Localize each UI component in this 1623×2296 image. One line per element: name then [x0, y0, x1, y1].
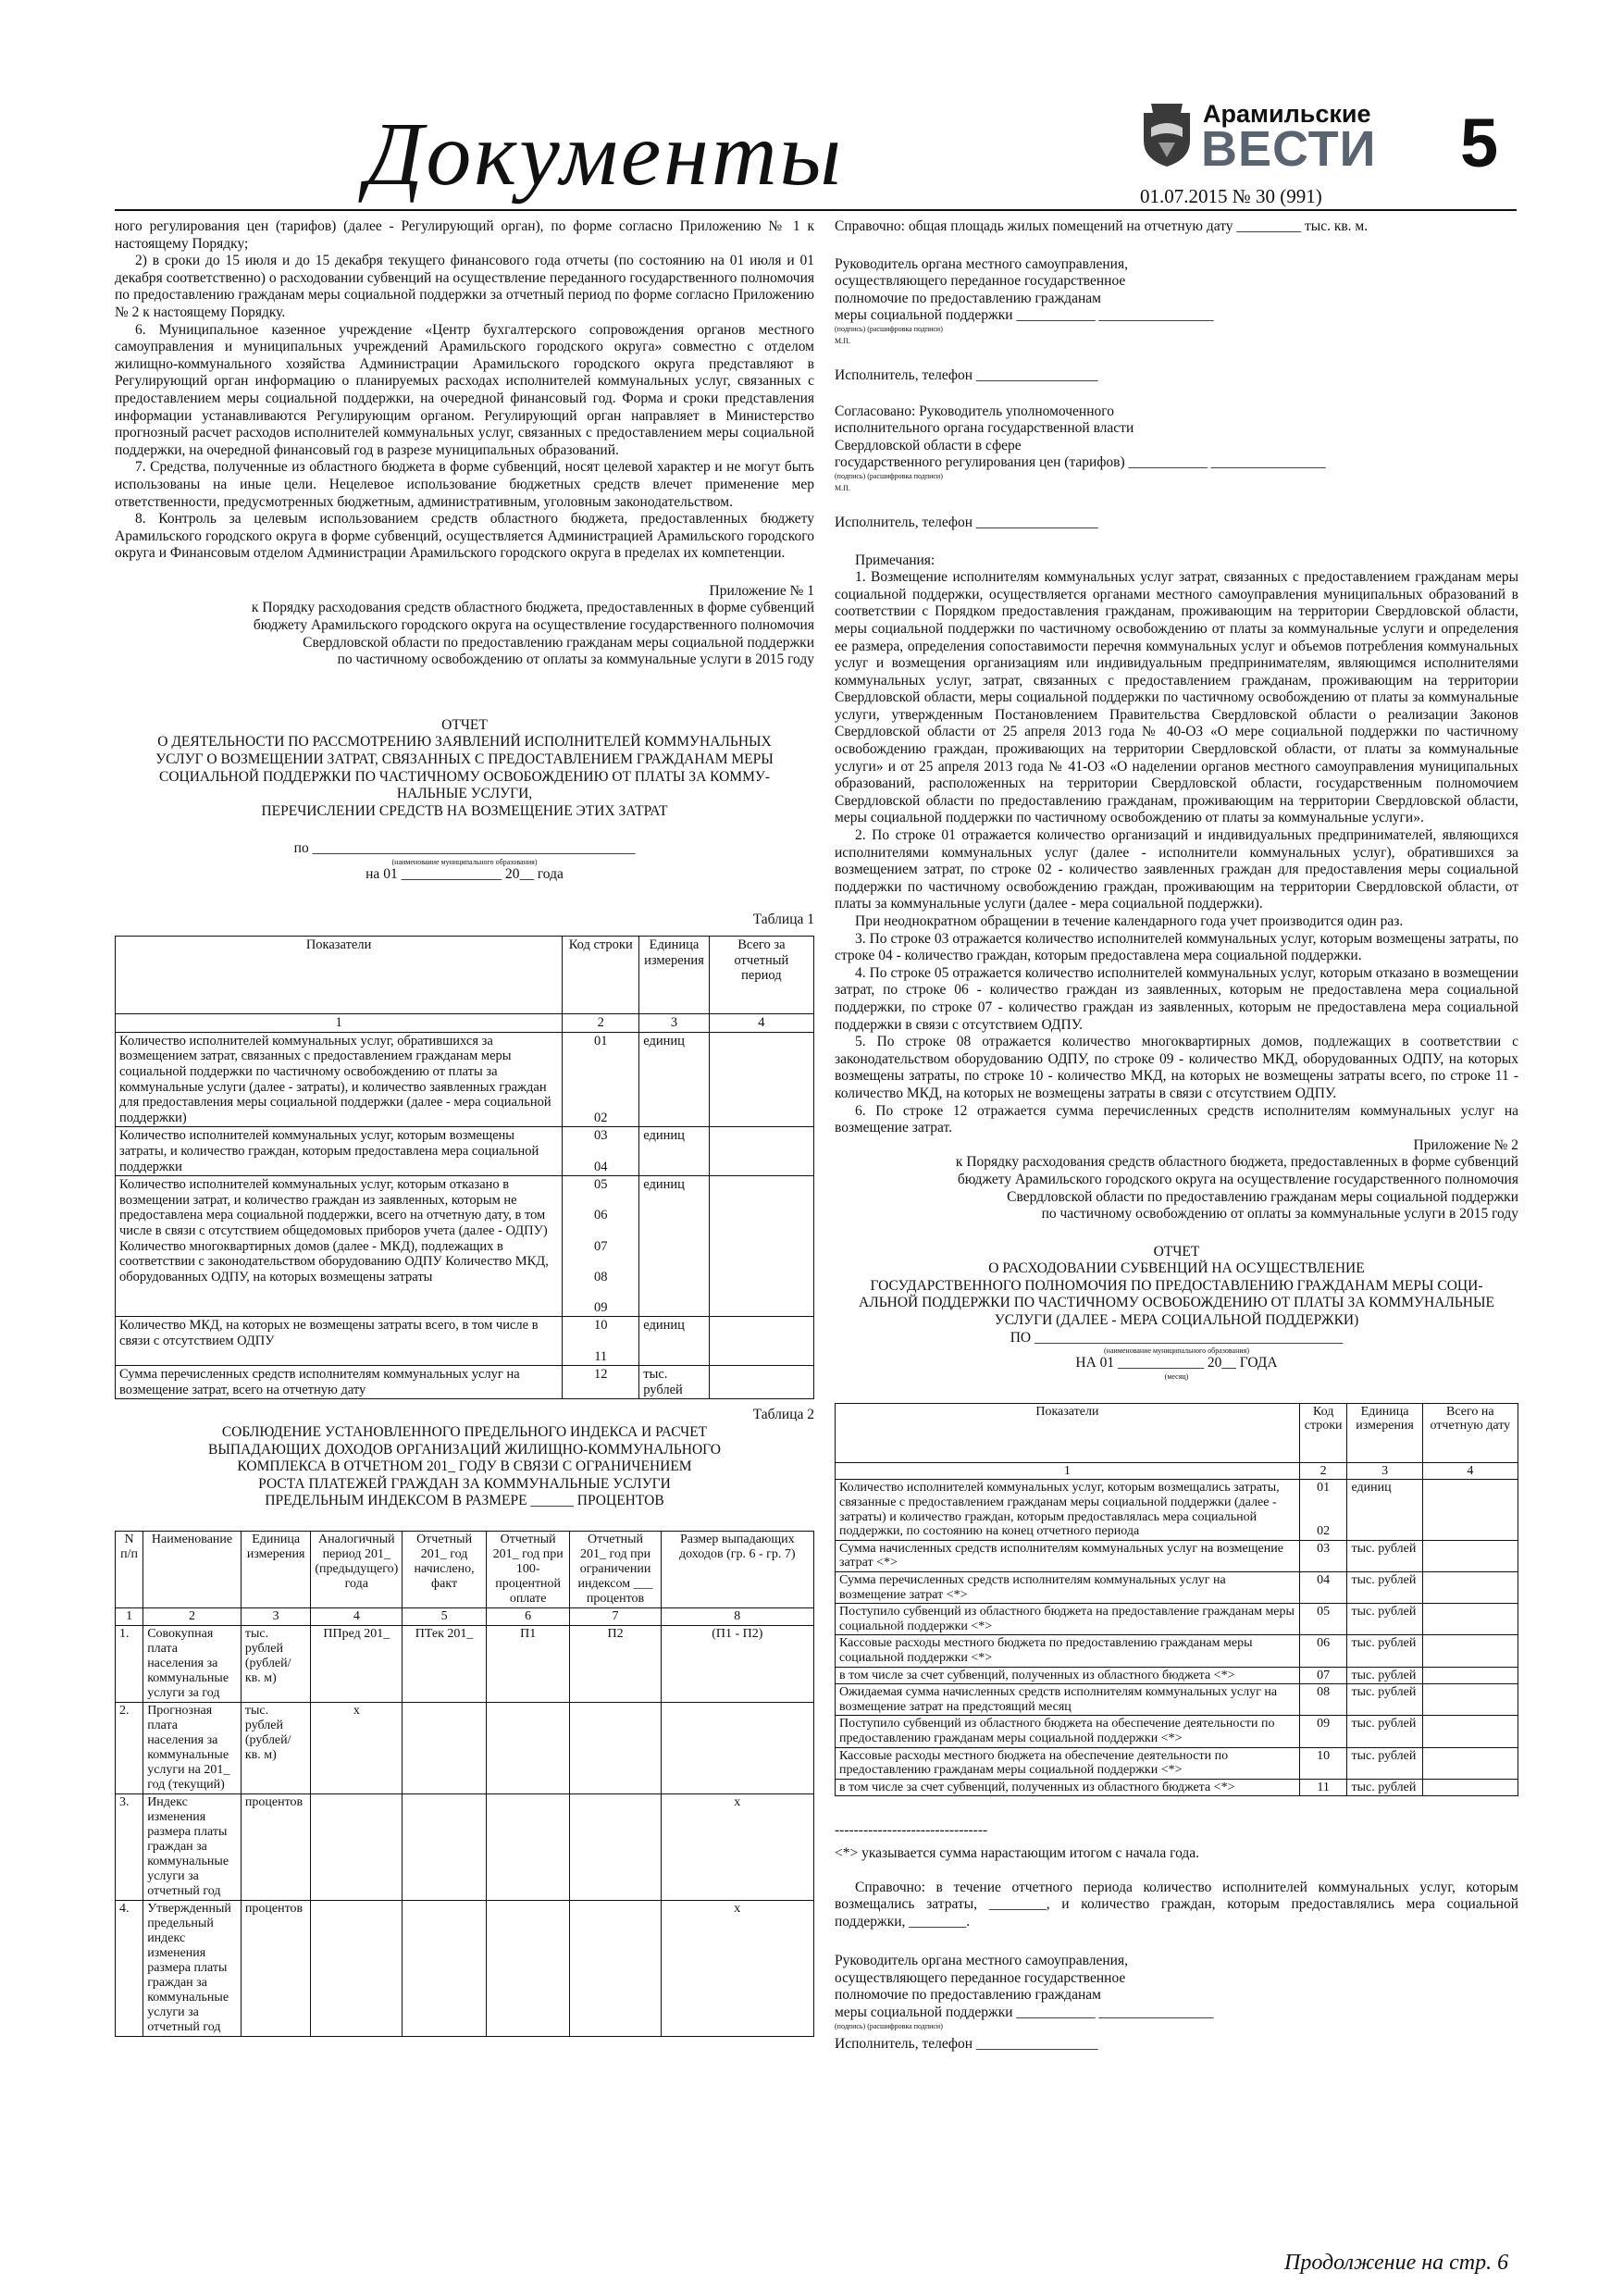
row-text: Количество исполнителей коммунальных услуг, обратившихся за возмещением затрат, связанных с предоставлением гражданам меры социальной поддержки по частичному освобождению от платы за коммунальные услуги (далее - затраты), и количество заявленных граждан для предоставления меры социальной поддержки (далее - мера социальной поддержки) — [116, 1032, 563, 1127]
report-line: АЛЬНОЙ ПОДДЕРЖКИ ПО ЧАСТИЧНОМУ ОСВОБОЖДЕНИЮ ОТ ПЛАТЫ ЗА КОММУНАЛЬНЫЕ — [859, 1295, 1494, 1311]
row-value[interactable] — [1422, 1779, 1518, 1796]
row-cell — [311, 1901, 403, 2037]
row-text: Сумма начисленных средств исполнителям коммунальных услуг на возмещение затрат <*> — [836, 1540, 1300, 1571]
reference-note: Справочно: в течение отчетного периода количество исполнителей коммунальных услуг, которым возмещались затраты, ________, и количество граждан, которым предоставлялись мера социальной поддержки, ________. — [835, 1879, 1518, 1930]
report-title: ОТЧЕТ — [1153, 1243, 1200, 1260]
table-header: Показатели — [116, 937, 563, 1014]
table-row — [116, 1626, 814, 1703]
row-code: 05 06 07 08 09 — [563, 1176, 639, 1317]
header-rule — [115, 209, 1517, 211]
row-value[interactable] — [709, 1366, 813, 1399]
row-code: 10 — [1299, 1747, 1347, 1779]
row-value[interactable] — [1422, 1747, 1518, 1779]
table-col-num: 5 — [403, 1608, 487, 1626]
table-2-title-line: СОБЛЮДЕНИЕ УСТАНОВЛЕННОГО ПРЕДЕЛЬНОГО ИНДЕКСА И РАСЧЕТ — [221, 1424, 708, 1441]
row-value[interactable] — [1422, 1540, 1518, 1571]
row-unit: тыс. рублей — [1347, 1572, 1422, 1604]
row-unit: тыс. рублей — [1347, 1635, 1422, 1667]
row-cell: П2 — [570, 1626, 661, 1703]
table-header: Показатели — [836, 1403, 1300, 1462]
row-text: Поступило субвенций из областного бюджета на предоставление гражданам меры социальной поддержки <*> — [836, 1604, 1300, 1635]
table-label: Таблица 1 — [752, 911, 814, 927]
row-text: Количество исполнителей коммунальных услуг, которым возмещены затраты, и количество граждан, которым предоставлена мера социальной поддержки — [116, 1127, 563, 1176]
note: При неоднократном обращении в течение календарного года учет производится один раз. — [855, 913, 1404, 929]
row-unit: тыс. рублей — [639, 1366, 710, 1399]
table-header: Отчетный 201_ год начислено, факт — [403, 1532, 487, 1608]
row-code: 12 — [563, 1366, 639, 1399]
executor-line: Исполнитель, телефон _________________ — [835, 2035, 1098, 2052]
table-2-title-line: ВЫПАДАЮЩИХ ДОХОДОВ ОРГАНИЗАЦИЙ ЖИЛИЩНО-КОММУНАЛЬНОГО — [208, 1441, 721, 1458]
row-unit: процентов — [241, 1901, 311, 2037]
table-col-num: 6 — [486, 1608, 570, 1626]
row-text: Количество исполнителей коммунальных услуг, которым отказано в возмещении затрат, и количество граждан из заявленных, которым не предоставлена мера социальной поддержки, всего на отчетную дату, в том числе в связи с отсутствием общедомовых приборов учета (далее - ОДПУ) Количество многоквартирных домов (далее - МКД), подлежащих в соответствии с законодательством оборудованию ОДПУ Количество МКД, оборудованных ОДПУ, на которых возмещены затраты — [116, 1176, 563, 1317]
row-cell: (П1 - П2) — [661, 1626, 813, 1703]
signature-caption: (подпись) (расшифровка подписи) — [835, 324, 943, 333]
row-text: Кассовые расходы местного бюджета на обеспечение деятельности по предоставлению гражданам меры социальной поддержки <*> — [836, 1747, 1300, 1779]
row-cell — [311, 1794, 403, 1901]
row-unit: тыс. рублей — [1347, 1604, 1422, 1635]
table-col-num: 1 — [116, 1014, 563, 1033]
row-unit: тыс. рублей — [1347, 1667, 1422, 1684]
table-label: Таблица 2 — [752, 1407, 814, 1423]
row-value[interactable] — [1422, 1604, 1518, 1635]
row-cell — [403, 1794, 487, 1901]
appendix-line: Свердловской области по предоставлению гражданам меры социальной поддержки — [1007, 1188, 1518, 1205]
note: 5. По строке 08 отражается количество многоквартирных домов, подлежащих в соответствии с законодательством оборудованию ОДПУ, по строке 09 - количество МКД, оборудованных ОДПУ, на которых возмещены затраты, по строке 10 - количество МКД, на которых не возмещены затраты всего, по строке 11 - количество МКД, на которых не возмещены затраты в связи с отсутствием ОДПУ. — [835, 1034, 1518, 1101]
row-name: Прогнозная плата населения за коммунальные услуги на 201_ год (текущий) — [143, 1703, 242, 1794]
table-row — [116, 1901, 814, 2037]
row-unit: тыс. рублей — [1347, 1716, 1422, 1747]
note: 2. По строке 01 отражается количество организаций и индивидуальных предпринимателей, являющихся исполнителями коммунальных услуг (далее - исполнители коммунальных услуг), обратившихся за возмещением затрат, по строке 02 - количество заявленных граждан для предоставления меры социальной поддержки по частичному освобождению граждан, проживающим на территории Свердловской области, от платы за коммунальные услуги (далее - мера социальной поддержки). — [835, 827, 1518, 912]
signature-line: осуществляющего переданное государственное — [835, 1969, 1126, 1986]
row-text: Количество исполнителей коммунальных услуг, которым возмещались затраты, связанные с предоставлением гражданам меры социальной поддержки (далее - затраты) и количество граждан, которым предоставлялась мера социальной поддержки, по состоянию на конец отчетного периода — [836, 1480, 1300, 1540]
row-code: 06 — [1299, 1635, 1347, 1667]
row-code: 09 — [1299, 1716, 1347, 1747]
row-cell: x — [661, 1794, 813, 1901]
row-cell — [570, 1794, 661, 1901]
row-value[interactable] — [1422, 1684, 1518, 1716]
municipality-caption: (наименование муниципального образования) — [391, 858, 538, 866]
table-row — [836, 1480, 1518, 1540]
row-value[interactable] — [1422, 1667, 1518, 1684]
row-value[interactable] — [1422, 1480, 1518, 1540]
table-row — [836, 1635, 1518, 1667]
row-name: Утвержденный предельный индекс изменения размера платы граждан за коммунальные услуги за отчетный год — [143, 1901, 242, 2037]
notes-title: Примечания: — [855, 552, 935, 568]
table-row — [116, 1317, 814, 1366]
row-cell — [486, 1703, 570, 1794]
date-caption: (месяц) — [1164, 1371, 1189, 1381]
row-value[interactable] — [709, 1127, 813, 1176]
row-cell: ППред 201_ — [311, 1626, 403, 1703]
row-unit: единиц — [639, 1317, 710, 1366]
report-title: ОТЧЕТ — [441, 716, 488, 733]
note: 6. По строке 12 отражается сумма перечисленных средств исполнителям коммунальных услуг на возмещение затрат. — [835, 1102, 1518, 1136]
table-col-num: 2 — [1299, 1462, 1347, 1480]
logo-line-1: Арамильские — [1203, 100, 1371, 128]
row-code: 03 04 — [563, 1127, 639, 1176]
report-line: О ДЕЯТЕЛЬНОСТИ ПО РАССМОТРЕНИЮ ЗАЯВЛЕНИЙ ИСПОЛНИТЕЛЕЙ КОММУНАЛЬНЫХ — [157, 734, 772, 751]
row-cell: x — [661, 1901, 813, 2037]
table-col-num: 4 — [311, 1608, 403, 1626]
row-cell: П1 — [486, 1626, 570, 1703]
row-unit: единиц — [639, 1127, 710, 1176]
row-value[interactable] — [1422, 1716, 1518, 1747]
signature-caption: (подпись) (расшифровка подписи) — [835, 2021, 943, 2030]
stamp-mark: М.П. — [835, 483, 850, 492]
row-text: Ожидаемая сумма начисленных средств исполнителям коммунальных услуг на возмещение затрат на предстоящий месяц — [836, 1684, 1300, 1716]
appendix-line: бюджету Арамильского городского округа на осуществление государственного полномочия — [253, 617, 814, 634]
row-value[interactable] — [709, 1176, 813, 1317]
row-number: 4. — [116, 1901, 143, 2037]
paragraph: ного регулирования цен (тарифов) (далее - Регулирующий орган), по форме согласно Приложению № 1 к настоящему Порядку; — [115, 218, 814, 252]
right-column — [835, 218, 1518, 2053]
row-unit: тыс. рублей — [1347, 1540, 1422, 1571]
row-cell — [403, 1703, 487, 1794]
signature-line: полномочие по предоставлению гражданам — [835, 1987, 1101, 2004]
section-title: Документы — [365, 105, 845, 205]
table-col-num: 3 — [1347, 1462, 1422, 1480]
row-text: Поступило субвенций из областного бюджета на обеспечение деятельности по предоставлению гражданам меры социальной поддержки <*> — [836, 1716, 1300, 1747]
reference-note: Справочно: общая площадь жилых помещений на отчетную дату _________ тыс. кв. м. — [835, 218, 1369, 234]
row-unit: единиц — [639, 1032, 710, 1127]
table-header: Наименование — [143, 1532, 242, 1608]
table-3 — [835, 1403, 1518, 1796]
paragraph: 2) в сроки до 15 июля и до 15 декабря текущего финансового года отчеты (по состоянию на 01 июля и 01 декабря соответственно) о расходовании субвенций на осуществление переданного государственного полномочия по предоставлению гражданам меры социальной поддержки за отчетный период по форме согласно Приложению № 2 к настоящему Порядку. — [115, 253, 814, 320]
signature-line: меры социальной поддержки ___________ ________________ — [835, 307, 1214, 324]
row-cell — [570, 1703, 661, 1794]
table-2-title-line: КОМПЛЕКСА В ОТЧЕТНОМ 201_ ГОДУ В СВЯЗИ С ОГРАНИЧЕНИЕМ — [237, 1458, 692, 1475]
report-line: СОЦИАЛЬНОЙ ПОДДЕРЖКИ ПО ЧАСТИЧНОМУ ОСВОБОЖДЕНИЮ ОТ ПЛАТЫ ЗА КОММУ- — [158, 768, 771, 785]
row-value[interactable] — [1422, 1572, 1518, 1604]
signature-line: меры социальной поддержки ___________ ________________ — [835, 2004, 1214, 2021]
table-row — [836, 1747, 1518, 1779]
row-value[interactable] — [709, 1032, 813, 1127]
appendix-line: по частичному освобождению от оплаты за коммунальные услуги в 2015 году — [1041, 1206, 1518, 1222]
continued-note: Продолжение на стр. 6 — [1284, 2251, 1509, 2275]
row-unit: единиц — [639, 1176, 710, 1317]
appendix-title: Приложение № 2 — [1413, 1136, 1518, 1153]
report-line: НАЛЬНЫЕ УСЛУГИ, — [396, 786, 533, 802]
signature-line: осуществляющего переданное государственное — [835, 273, 1126, 290]
row-value[interactable] — [709, 1317, 813, 1366]
agreed-line: Согласовано: Руководитель уполномоченного — [835, 403, 1114, 419]
table-row — [836, 1540, 1518, 1571]
table-header: Код строки — [1299, 1403, 1347, 1462]
footnote: <*> указывается сумма нарастающим итогом с начала года. — [835, 1844, 1200, 1861]
row-cell — [570, 1901, 661, 2037]
appendix-line: к Порядку расходования средств областного бюджета, предоставленных в форме субвенций — [955, 1154, 1518, 1171]
row-text: Сумма перечисленных средств исполнителям коммунальных услуг на возмещение затрат <*> — [836, 1572, 1300, 1604]
agreed-line: Свердловской области в сфере — [835, 437, 1022, 453]
report-line: УСЛУГ О ВОЗМЕЩЕНИИ ЗАТРАТ, СВЯЗАННЫХ С ПРЕДОСТАВЛЕНИЕМ ГРАЖДАНАМ МЕРЫ — [155, 751, 774, 768]
table-col-num: 1 — [836, 1462, 1300, 1480]
page-number: 5 — [1460, 105, 1499, 181]
table-header: Всего на отчетную дату — [1422, 1403, 1518, 1462]
row-cell: x — [311, 1703, 403, 1794]
row-code: 05 — [1299, 1604, 1347, 1635]
row-cell — [486, 1901, 570, 2037]
table-2-title-line: ПРЕДЕЛЬНЫМ ИНДЕКСОМ В РАЗМЕРЕ ______ ПРОЦЕНТОВ — [265, 1493, 664, 1509]
row-code: 07 — [1299, 1667, 1347, 1684]
table-col-num: 8 — [661, 1608, 813, 1626]
row-cell — [403, 1901, 487, 2037]
table-1 — [115, 936, 814, 1399]
municipality-line: ПО ___________________________________________ — [1010, 1329, 1344, 1346]
report-line: ПЕРЕЧИСЛЕНИИ СРЕДСТВ НА ВОЗМЕЩЕНИЕ ЭТИХ ЗАТРАТ — [261, 802, 668, 819]
row-text: Кассовые расходы местного бюджета по предоставлению гражданам меры социальной поддержки <*> — [836, 1635, 1300, 1667]
appendix-line: к Порядку расходования средств областного бюджета, предоставленных в форме субвенций — [251, 600, 814, 616]
row-text: Сумма перечисленных средств исполнителям коммунальных услуг на возмещение затрат, всего на отчетную дату — [116, 1366, 563, 1399]
table-header: Единица измерения — [1347, 1403, 1422, 1462]
table-row — [116, 1176, 814, 1317]
table-header: Размер выпадающих доходов (гр. 6 - гр. 7) — [661, 1532, 813, 1608]
row-unit: тыс. рублей (рублей/ кв. м) — [241, 1626, 311, 1703]
table-header: Отчетный 201_ год при ограничении индексом ___ процентов — [570, 1532, 661, 1608]
table-row — [116, 1794, 814, 1901]
signature-caption: (подпись) (расшифровка подписи) — [835, 471, 943, 480]
row-code: 01 02 — [563, 1032, 639, 1127]
table-col-num: 3 — [241, 1608, 311, 1626]
table-row — [116, 1366, 814, 1399]
table-2-title-line: РОСТА ПЛАТЕЖЕЙ ГРАЖДАН ЗА КОММУНАЛЬНЫЕ УСЛУГИ — [258, 1475, 671, 1492]
row-cell — [661, 1703, 813, 1794]
row-unit: тыс. рублей — [1347, 1684, 1422, 1716]
row-unit: процентов — [241, 1794, 311, 1901]
report-line: О РАСХОДОВАНИИ СУБВЕНЦИЙ НА ОСУЩЕСТВЛЕНИЕ — [988, 1260, 1365, 1277]
paragraph: 6. Муниципальное казенное учреждение «Центр бухгалтерского сопровождения органов местного самоуправления и муниципальных учреждений Арамильского городского округа» совместно с отделом жилищно-коммунального хозяйства Администрации Арамильского городского округа представляют в Регулирующий орган информацию о планируемых расходах исполнителей коммунальных услуг, связанных с предоставлением меры социальной поддержки, на очередной финансовый год. Форма и сроки представления информации устанавливаются Регулирующим органом. Регулирующий орган направляет в Министерство прогнозный расчет расходов исполнителей коммунальных услуг, связанных с предоставлением меры социальной поддержки, на очередной финансовый год в разрезе муниципальных образований. — [115, 321, 814, 458]
table-col-num: 4 — [709, 1014, 813, 1033]
table-header: Отчетный 201_ год при 100-процентной оплате — [486, 1532, 570, 1608]
row-code: 11 — [1299, 1779, 1347, 1796]
row-text: Количество МКД, на которых не возмещены затраты всего, в том числе в связи с отсутствием ОДПУ — [116, 1317, 563, 1366]
table-col-num: 4 — [1422, 1462, 1518, 1480]
table-row — [116, 1127, 814, 1176]
municipality-line: по _____________________________________________ — [293, 840, 636, 857]
agreed-line: государственного регулирования цен (тарифов) ___________ ________________ — [835, 454, 1326, 471]
row-code: 03 — [1299, 1540, 1347, 1571]
row-unit: тыс. рублей — [1347, 1779, 1422, 1796]
executor-line: Исполнитель, телефон _________________ — [835, 514, 1098, 530]
table-row — [836, 1779, 1518, 1796]
signature-line: Руководитель органа местного самоуправления, — [835, 255, 1128, 272]
row-text: в том числе за счет субвенций, полученных из областного бюджета <*> — [836, 1667, 1300, 1684]
row-value[interactable] — [1422, 1635, 1518, 1667]
row-text: в том числе за счет субвенций, полученных из областного бюджета <*> — [836, 1779, 1300, 1796]
table-row — [836, 1684, 1518, 1716]
row-cell — [486, 1794, 570, 1901]
appendix-line: по частичному освобождению от оплаты за коммунальные услуги в 2015 году — [337, 652, 814, 668]
table-row — [836, 1716, 1518, 1747]
signature-line: Руководитель органа местного самоуправления, — [835, 1953, 1128, 1969]
row-cell: ПТек 201_ — [403, 1626, 487, 1703]
row-number: 2. — [116, 1703, 143, 1794]
table-row — [116, 1032, 814, 1127]
table-header: N п/п — [116, 1532, 143, 1608]
left-column — [115, 218, 814, 2037]
table-header: Код строки — [563, 937, 639, 1014]
row-unit: единиц — [1347, 1480, 1422, 1540]
appendix-line: бюджету Арамильского городского округа на осуществление государственного полномочия — [957, 1171, 1518, 1187]
municipality-caption: (наименование муниципального образования) — [1104, 1347, 1249, 1356]
table-header: Всего за отчетный период — [709, 937, 813, 1014]
paragraph: 7. Средства, полученные из областного бюджета в форме субвенций, носят целевой характер и не могут быть использованы на иные цели. Нецелевое использование бюджетных средств влечет применение мер ответственности, предусмотренных бюджетным, административным, уголовным законодательством. — [115, 459, 814, 510]
stamp-mark: М.П. — [835, 336, 850, 345]
logo-line-2: ВЕСТИ — [1201, 121, 1377, 177]
table-row — [116, 1703, 814, 1794]
row-number: 3. — [116, 1794, 143, 1901]
table-header: Единица измерения — [241, 1532, 311, 1608]
row-name: Индекс изменения размера платы граждан за коммунальные услуги за отчетный год — [143, 1794, 242, 1901]
agreed-line: исполнительного органа государственной власти — [835, 420, 1134, 437]
note: 3. По строке 03 отражается количество исполнителей коммунальных услуг, которым возмещены затраты, по строке 04 - количество граждан, которым предоставлена мера социальной поддержки. — [835, 930, 1518, 964]
appendix-title: Приложение № 1 — [709, 582, 814, 599]
row-unit: тыс. рублей — [1347, 1747, 1422, 1779]
table-row — [836, 1667, 1518, 1684]
table-row — [836, 1604, 1518, 1635]
row-code: 01 02 — [1299, 1480, 1347, 1540]
report-line: УСЛУГИ (ДАЛЕЕ - МЕРА СОЦИАЛЬНОЙ ПОДДЕРЖКИ) — [994, 1312, 1359, 1329]
newspaper-logo — [1140, 100, 1381, 183]
row-code: 04 — [1299, 1572, 1347, 1604]
row-name: Совокупная плата населения за коммунальные услуги за год — [143, 1626, 242, 1703]
table-col-num: 2 — [143, 1608, 242, 1626]
row-unit: тыс. рублей (рублей/ кв. м) — [241, 1703, 311, 1794]
table-col-num: 1 — [116, 1608, 143, 1626]
issue-date: 01.07.2015 № 30 (991) — [1140, 185, 1322, 207]
footnote-rule: -------------------------------- — [835, 1822, 988, 1839]
date-line: НА 01 ____________ 20__ ГОДА — [1075, 1355, 1278, 1371]
note: 1. Возмещение исполнителям коммунальных услуг затрат, связанных с предоставлением гражданам меры социальной поддержки, осуществляется органами местного самоуправления муниципальных образований в соответствии с Порядком предоставления гражданам, проживающим на территории Свердловской области, меры социальной поддержки по частичному освобождению от платы за коммунальные услуги и определения ее размера, определения сопоставимости перечня коммунальных услуг и объемов потребления коммунальных услуг и возмещения организациям или индивидуальным предпринимателям, являющимся исполнителями коммунальных услуг, затрат, связанных с предоставлением гражданам, проживающим на территории Свердловской области, меры социальной поддержки по частичному освобождению от платы за коммунальные услуги, утвержденным Постановлением Правительства Свердловской области о реализации Законов Свердловской области от 25 апреля 2013 года № 40-ОЗ «О мере социальной поддержки по частичному освобождению граждан, проживающих на территории Свердловской области, от платы за коммунальные услуги» и от 25 апреля 2013 года № 41-ОЗ «О наделении органов местного самоуправления муниципальных образований, расположенных на территории Свердловской области, государственным полномочием Свердловской области по предоставлению гражданам, проживающим на территории Свердловской области, меры социальной поддержки по частичному освобождению от платы за коммунальные услуги». — [835, 569, 1518, 826]
report-line: ГОСУДАРСТВЕННОГО ПОЛНОМОЧИЯ ПО ПРЕДОСТАВЛЕНИЮ ГРАЖДАНАМ МЕРЫ СОЦИ- — [870, 1277, 1483, 1294]
executor-line: Исполнитель, телефон _________________ — [835, 366, 1098, 383]
date-line: на 01 ______________ 20__ года — [365, 866, 564, 882]
table-header: Аналогичный период 201_ (предыдущего) года — [311, 1532, 403, 1608]
appendix-line: Свердловской области по предоставлению гражданам меры социальной поддержки — [303, 634, 814, 651]
table-col-num: 2 — [563, 1014, 639, 1033]
table-col-num: 3 — [639, 1014, 710, 1033]
table-header: Единица измерения — [639, 937, 710, 1014]
paragraph: 8. Контроль за целевым использованием средств областного бюджета, предоставленных бюджету Арамильского городского округа в форме субвенций, осуществляется Администрацией Арамильского городского округа и Финансовым отделом Администрации Арамильского городского округа в пределах их компетенции. — [115, 511, 814, 562]
row-code: 10 11 — [563, 1317, 639, 1366]
table-2 — [115, 1531, 814, 2037]
table-row — [836, 1572, 1518, 1604]
row-number: 1. — [116, 1626, 143, 1703]
coat-of-arms-icon — [1140, 100, 1194, 168]
signature-line: полномочие по предоставлению гражданам — [835, 290, 1101, 306]
note: 4. По строке 05 отражается количество исполнителей коммунальных услуг, которым отказано в возмещении затрат, по строке 06 - количество граждан из заявленных, которым не предоставлена мера социальной поддержки, по строке 07 - количество граждан из заявленных, которым не предоставлена мера социальной поддержки в связи с отсутствием ОДПУ. — [835, 964, 1518, 1033]
row-code: 08 — [1299, 1684, 1347, 1716]
table-col-num: 7 — [570, 1608, 661, 1626]
